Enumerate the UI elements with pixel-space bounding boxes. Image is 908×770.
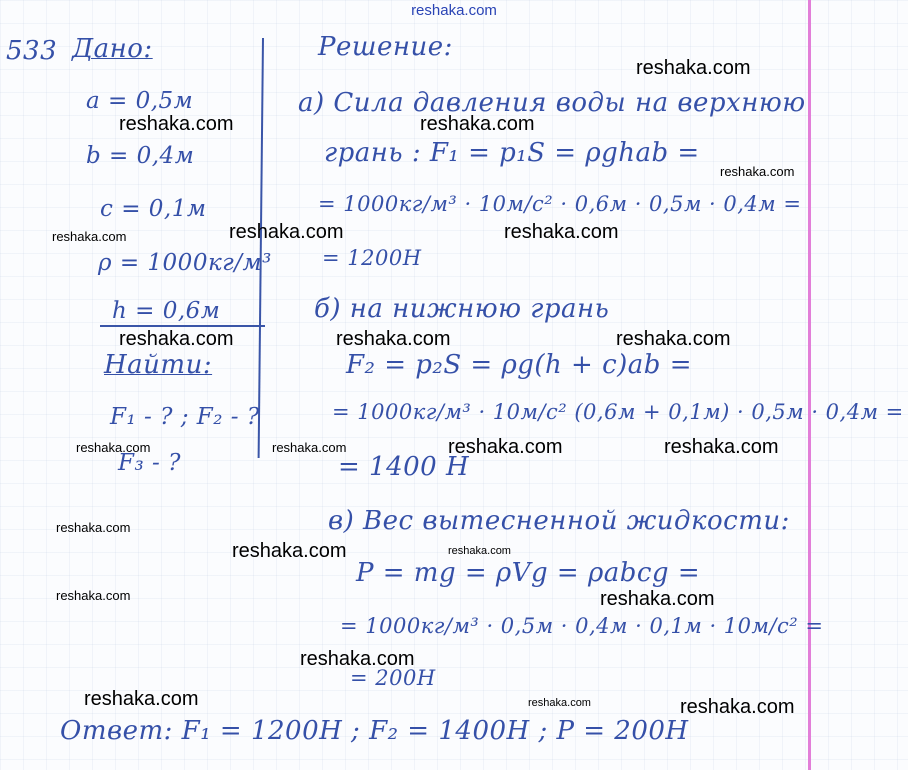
watermark: reshaka.com <box>119 328 234 350</box>
find-item: F₃ - ? <box>118 450 181 476</box>
solution-line: в) Вес вытесненной жидкости: <box>328 506 790 536</box>
watermark: reshaka.com <box>272 440 347 455</box>
solution-title: Решение: <box>318 32 453 62</box>
problem-number: 533 <box>6 36 58 66</box>
given-title: Дано: <box>72 34 153 64</box>
solution-line: = 1200Н <box>322 246 422 270</box>
find-item: F₁ - ? ; F₂ - ? <box>110 404 260 430</box>
solution-line: б) на нижнюю грань <box>314 294 610 324</box>
watermark: reshaka.com <box>504 221 619 243</box>
watermark: reshaka.com <box>56 588 131 603</box>
given-item: c = 0,1м <box>100 196 207 222</box>
watermark: reshaka.com <box>448 545 511 557</box>
margin-line <box>808 0 811 770</box>
given-item: a = 0,5м <box>86 88 194 114</box>
watermark: reshaka.com <box>119 113 234 135</box>
watermark: reshaka.com <box>336 328 451 350</box>
watermark: reshaka.com <box>636 57 751 79</box>
vertical-divider <box>258 38 264 458</box>
given-divider <box>100 325 265 327</box>
watermark: reshaka.com <box>232 540 347 562</box>
given-item: b = 0,4м <box>86 143 195 169</box>
watermark: reshaka.com <box>56 520 131 535</box>
given-item: ρ = 1000кг/м³ <box>98 250 272 276</box>
watermark: reshaka.com <box>84 688 199 710</box>
solution-line: = 1000кг/м³ · 10м/с² (0,6м + 0,1м) · 0,5м · 0,4м = <box>332 400 904 424</box>
solution-line: P = mg = ρVg = ρabcg = <box>356 558 701 588</box>
watermark: reshaka.com <box>616 328 731 350</box>
watermark: reshaka.com <box>52 229 127 244</box>
watermark: reshaka.com <box>664 436 779 458</box>
solution-line: = 1000кг/м³ · 0,5м · 0,4м · 0,1м · 10м/с² = <box>340 614 824 638</box>
watermark: reshaka.com <box>300 648 415 670</box>
solution-line: = 1400 Н <box>338 452 470 482</box>
solution-line: F₂ = p₂S = ρg(h + c)ab = <box>346 350 693 380</box>
solution-line: = 200Н <box>350 666 436 690</box>
solution-line: грань : F₁ = p₁S = ρghab = <box>324 138 700 168</box>
watermark: reshaka.com <box>448 436 563 458</box>
watermark: reshaka.com <box>229 221 344 243</box>
answer-line: Ответ: F₁ = 1200Н ; F₂ = 1400Н ; P = 200Н <box>60 716 689 746</box>
watermark: reshaka.com <box>528 697 591 709</box>
watermark: reshaka.com <box>76 440 151 455</box>
solution-line: = 1000кг/м³ · 10м/с² · 0,6м · 0,5м · 0,4м = <box>318 192 802 216</box>
solution-line: а) Сила давления воды на верхнюю <box>298 88 806 118</box>
watermark: reshaka.com <box>720 164 795 179</box>
watermark: reshaka.com <box>600 588 715 610</box>
watermark: reshaka.com <box>680 696 795 718</box>
header-watermark[interactable]: reshaka.com <box>411 2 497 19</box>
watermark: reshaka.com <box>420 113 535 135</box>
find-title: Найти: <box>104 350 213 380</box>
given-item: h = 0,6м <box>112 298 221 324</box>
